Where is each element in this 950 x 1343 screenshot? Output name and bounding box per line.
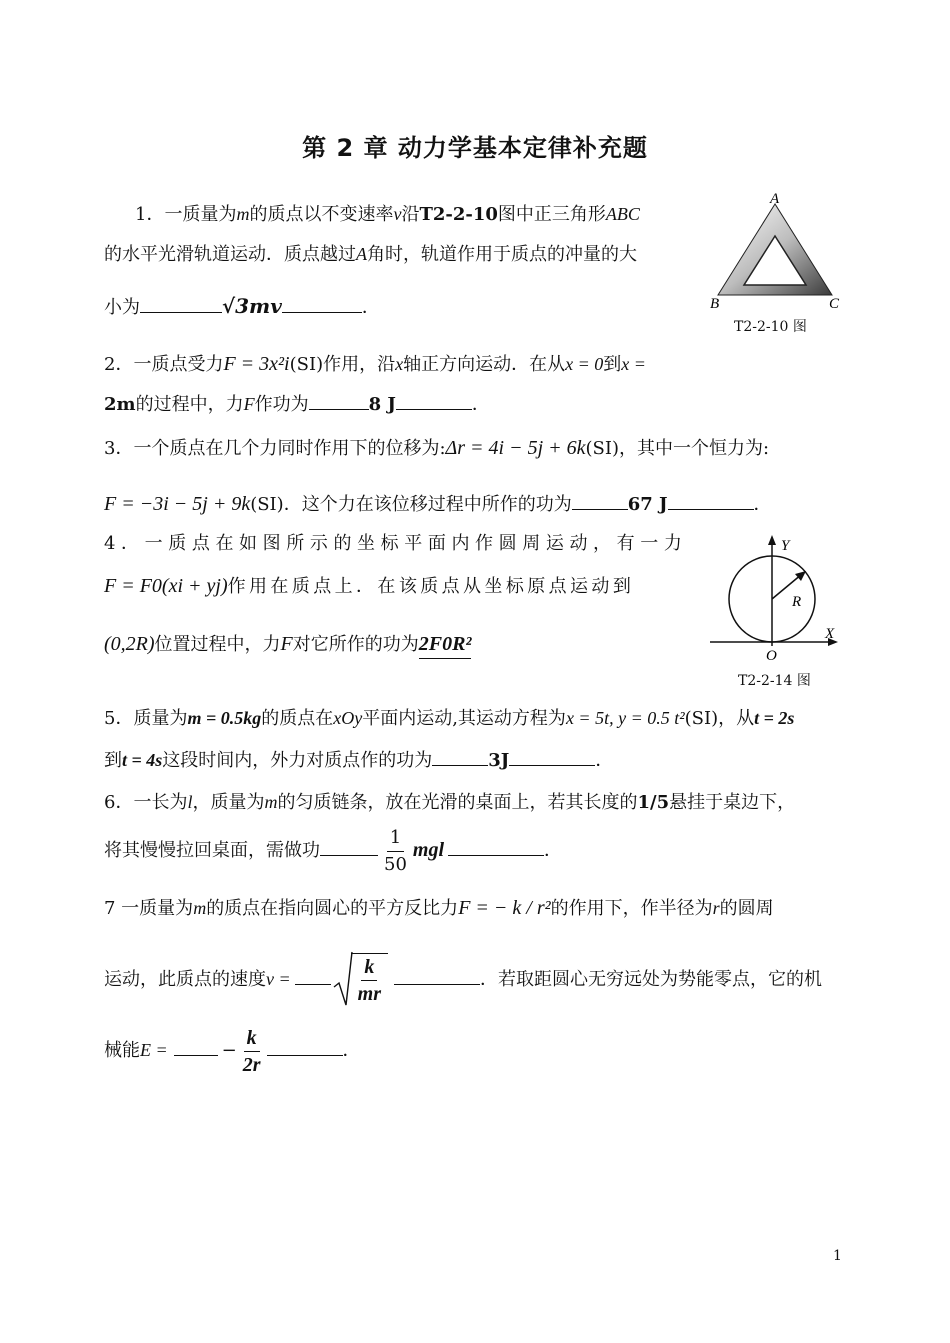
q7-end: ． [342, 1040, 361, 1061]
q3-end: ． [753, 494, 772, 515]
q6-end: ． [544, 840, 563, 861]
q5-text: 5．质量为 [104, 708, 188, 729]
radius-arrow [795, 571, 806, 581]
q7-energy-sign: − [221, 1040, 237, 1061]
q3-displacement: Δr = 4i − 5j + 6k [445, 437, 586, 459]
q5-mass: m = 0.5kg [187, 708, 262, 728]
q6-fraction: 1/5 [637, 792, 670, 813]
q7-text: 的圆周 [719, 898, 774, 919]
y-axis-arrow [768, 535, 776, 545]
q7-mass-symbol: m [193, 898, 207, 918]
q5-time-start: t = 2s [754, 708, 795, 728]
q3-text: 3．一个质点在几个力同时作用下的位移为: [104, 438, 446, 459]
q7-velocity-denominator: mr [357, 983, 381, 1005]
q7-energy-symbol: E = [140, 1040, 168, 1060]
q1-line3 [104, 292, 380, 322]
q6-text: 的匀质链条，放在光滑的桌面上，若其长度的 [277, 792, 638, 813]
q2-text: (SI)作用，沿 [289, 354, 396, 375]
label-R: R [792, 594, 802, 610]
q6-answer-numerator: 1 [387, 825, 404, 852]
q7-blank-left [295, 966, 331, 985]
q4-line3: (0,2R)位置过程中，力F对它所作的功为2F0R² [104, 630, 471, 659]
q3-force-expression: F = −3i − 5j + 9k [104, 493, 251, 515]
q1-corner-label: A [356, 244, 367, 264]
q5-blank-left [432, 747, 488, 766]
label-X: X [825, 626, 835, 642]
page-title: 第 2 章 动力学基本定律补充题 [302, 134, 648, 162]
q1-blank-left [140, 294, 222, 313]
q6-blank-left [320, 837, 378, 856]
q2-text: 作功为 [254, 394, 309, 415]
q1-mass-symbol: m [236, 204, 250, 224]
q5-text: (SI)，从 [684, 708, 755, 729]
label-O: O [766, 648, 777, 664]
circle-svg [706, 534, 848, 664]
q2-axis-symbol: x [395, 354, 404, 374]
q2-text: 轴正方向运动．在从 [403, 354, 566, 375]
q6-text: ，质量为 [192, 792, 265, 813]
q5-text: 这段时间内，外力对质点作的功为 [162, 750, 433, 771]
q5-end: ． [595, 750, 614, 771]
q1-text: 1．一质量为 [135, 204, 237, 225]
q6-text: 悬挂于桌边下， [669, 792, 796, 813]
q1-text: 的质点以不变速率 [249, 204, 394, 225]
q3-text: (SI)，其中一个恒力为: [585, 438, 770, 459]
q2-force-expression: F = 3x²i [223, 353, 290, 375]
q6-text: 将其慢慢拉回桌面，需做功 [104, 840, 320, 861]
q7-text: 的质点在指向圆心的平方反比力 [206, 898, 459, 919]
q6-text: 6．一长为 [104, 792, 188, 813]
q5-blank-right [509, 747, 595, 766]
q2-line1 [104, 350, 646, 379]
q2-text: 的过程中，力 [135, 394, 244, 415]
q6-blank-right [448, 837, 544, 856]
q1-figure-ref: T2-2-10 [419, 204, 498, 225]
q3-blank-right [668, 491, 754, 510]
q5-equation: x = 5t, y = 0.5 t² [565, 708, 685, 728]
q7-text: 运动，此质点的速度 [104, 969, 266, 990]
label-B: B [710, 296, 720, 312]
q6-length-symbol: l [187, 792, 193, 812]
q3-text: (SI)．这个力在该位移过程中所作的功为 [250, 494, 572, 515]
q5-plane: xOy [333, 708, 363, 728]
figure-caption-t2-2-14: T2-2-14 图 [738, 673, 811, 689]
q5-text: 的质点在 [261, 708, 334, 729]
q7-text: 7 一质量为 [104, 898, 194, 919]
q2-blank-right [396, 391, 472, 410]
q7-line2 [104, 948, 822, 1011]
q3-line2 [104, 490, 772, 519]
q7-text: ．若取距圆心无穷远处为势能零点，它的机 [479, 969, 822, 990]
q7-force-expression: F = − k / r² [458, 897, 551, 919]
q7-blank-right [394, 966, 480, 985]
q7-velocity-fraction [351, 953, 388, 1007]
q1-speed-symbol: v [393, 204, 402, 224]
q2-text: 2．一质点受力 [104, 354, 224, 375]
q7-blank-right-e [267, 1037, 343, 1056]
q4-text: 作用在质点上．在该质点从坐标原点运动到 [227, 576, 635, 597]
q1-line2 [104, 240, 637, 269]
q1-text: 沿 [401, 204, 420, 225]
q7-energy-numerator: k [244, 1025, 260, 1052]
q7-radius-symbol: r [712, 898, 720, 918]
q7-blank-left-e [174, 1037, 218, 1056]
q5-time-end: t = 4s [122, 750, 163, 770]
q1-blank-right [282, 294, 362, 313]
q7-text: 的作用下，作半径为 [550, 898, 713, 919]
label-A: A [770, 192, 780, 207]
q4-line1: 4．一质点在如图所示的坐标平面内作圆周运动，有一力 [104, 533, 688, 554]
q1-triangle-label: ABC [605, 204, 640, 224]
q4-answer: 2F0R² [419, 630, 472, 659]
q4-line2 [104, 572, 634, 601]
q4-force-expression: F = F0(xi + yj) [104, 575, 228, 597]
q5-line1 [104, 704, 794, 733]
q2-end-position: x = [621, 354, 646, 374]
q7-energy-fraction [240, 1025, 264, 1078]
q7-text: 械能 [104, 1040, 140, 1061]
q5-line2 [104, 746, 613, 775]
q2-force-symbol: F [243, 394, 255, 414]
q5-text: 平面内运动,其运动方程为 [362, 708, 566, 729]
q6-answer-tail: mgl [412, 839, 445, 861]
q3-answer: 67 J [627, 494, 668, 515]
q3-blank-left [572, 491, 628, 510]
q5-answer: 3J [488, 750, 510, 771]
q7-energy-denominator: 2r [242, 1053, 261, 1076]
q3-line1 [104, 434, 769, 463]
q6-line2 [104, 822, 562, 879]
q2-line2 [104, 390, 490, 419]
q7-line3 [104, 1022, 361, 1079]
q1-text: 图中正三角形 [497, 204, 606, 225]
q2-end: ． [471, 394, 490, 415]
q2-text: 到 [603, 354, 622, 375]
sqrt-sign [333, 951, 353, 1007]
q7-velocity-symbol: v = [266, 969, 291, 989]
q2-start-position: x = 0 [565, 354, 604, 374]
q2-blank-left [309, 391, 369, 410]
figure-caption-t2-2-10: T2-2-10 图 [734, 319, 807, 335]
page-number: 1 [833, 1248, 842, 1264]
q6-answer-denominator: 50 [384, 853, 407, 875]
q6-answer-fraction [381, 825, 410, 878]
figure-circle [706, 534, 848, 664]
q2-distance: 2m [104, 394, 136, 415]
q1-text: 角时，轨道作用于质点的冲量的大 [367, 244, 637, 265]
q1-answer: √3mv [222, 294, 282, 318]
q6-line1 [104, 788, 795, 817]
q1-text: 小为 [104, 297, 140, 318]
label-Y: Y [781, 538, 790, 554]
q1-end: ． [361, 297, 380, 318]
q4-text: 位置过程中，力 [154, 634, 281, 655]
q4-text: 对它所作的功为 [292, 634, 419, 655]
q1-line1 [135, 200, 640, 229]
label-C: C [829, 296, 840, 312]
q2-answer: 8 J [368, 394, 396, 415]
q4-position: (0,2R) [104, 633, 155, 655]
q7-line1 [104, 894, 774, 923]
q6-mass-symbol: m [264, 792, 278, 812]
q7-velocity-numerator: k [361, 954, 377, 981]
q1-text: 的水平光滑轨道运动．质点越过 [104, 244, 356, 265]
q5-text: 到 [104, 750, 122, 771]
q7-sqrt [333, 949, 388, 1011]
